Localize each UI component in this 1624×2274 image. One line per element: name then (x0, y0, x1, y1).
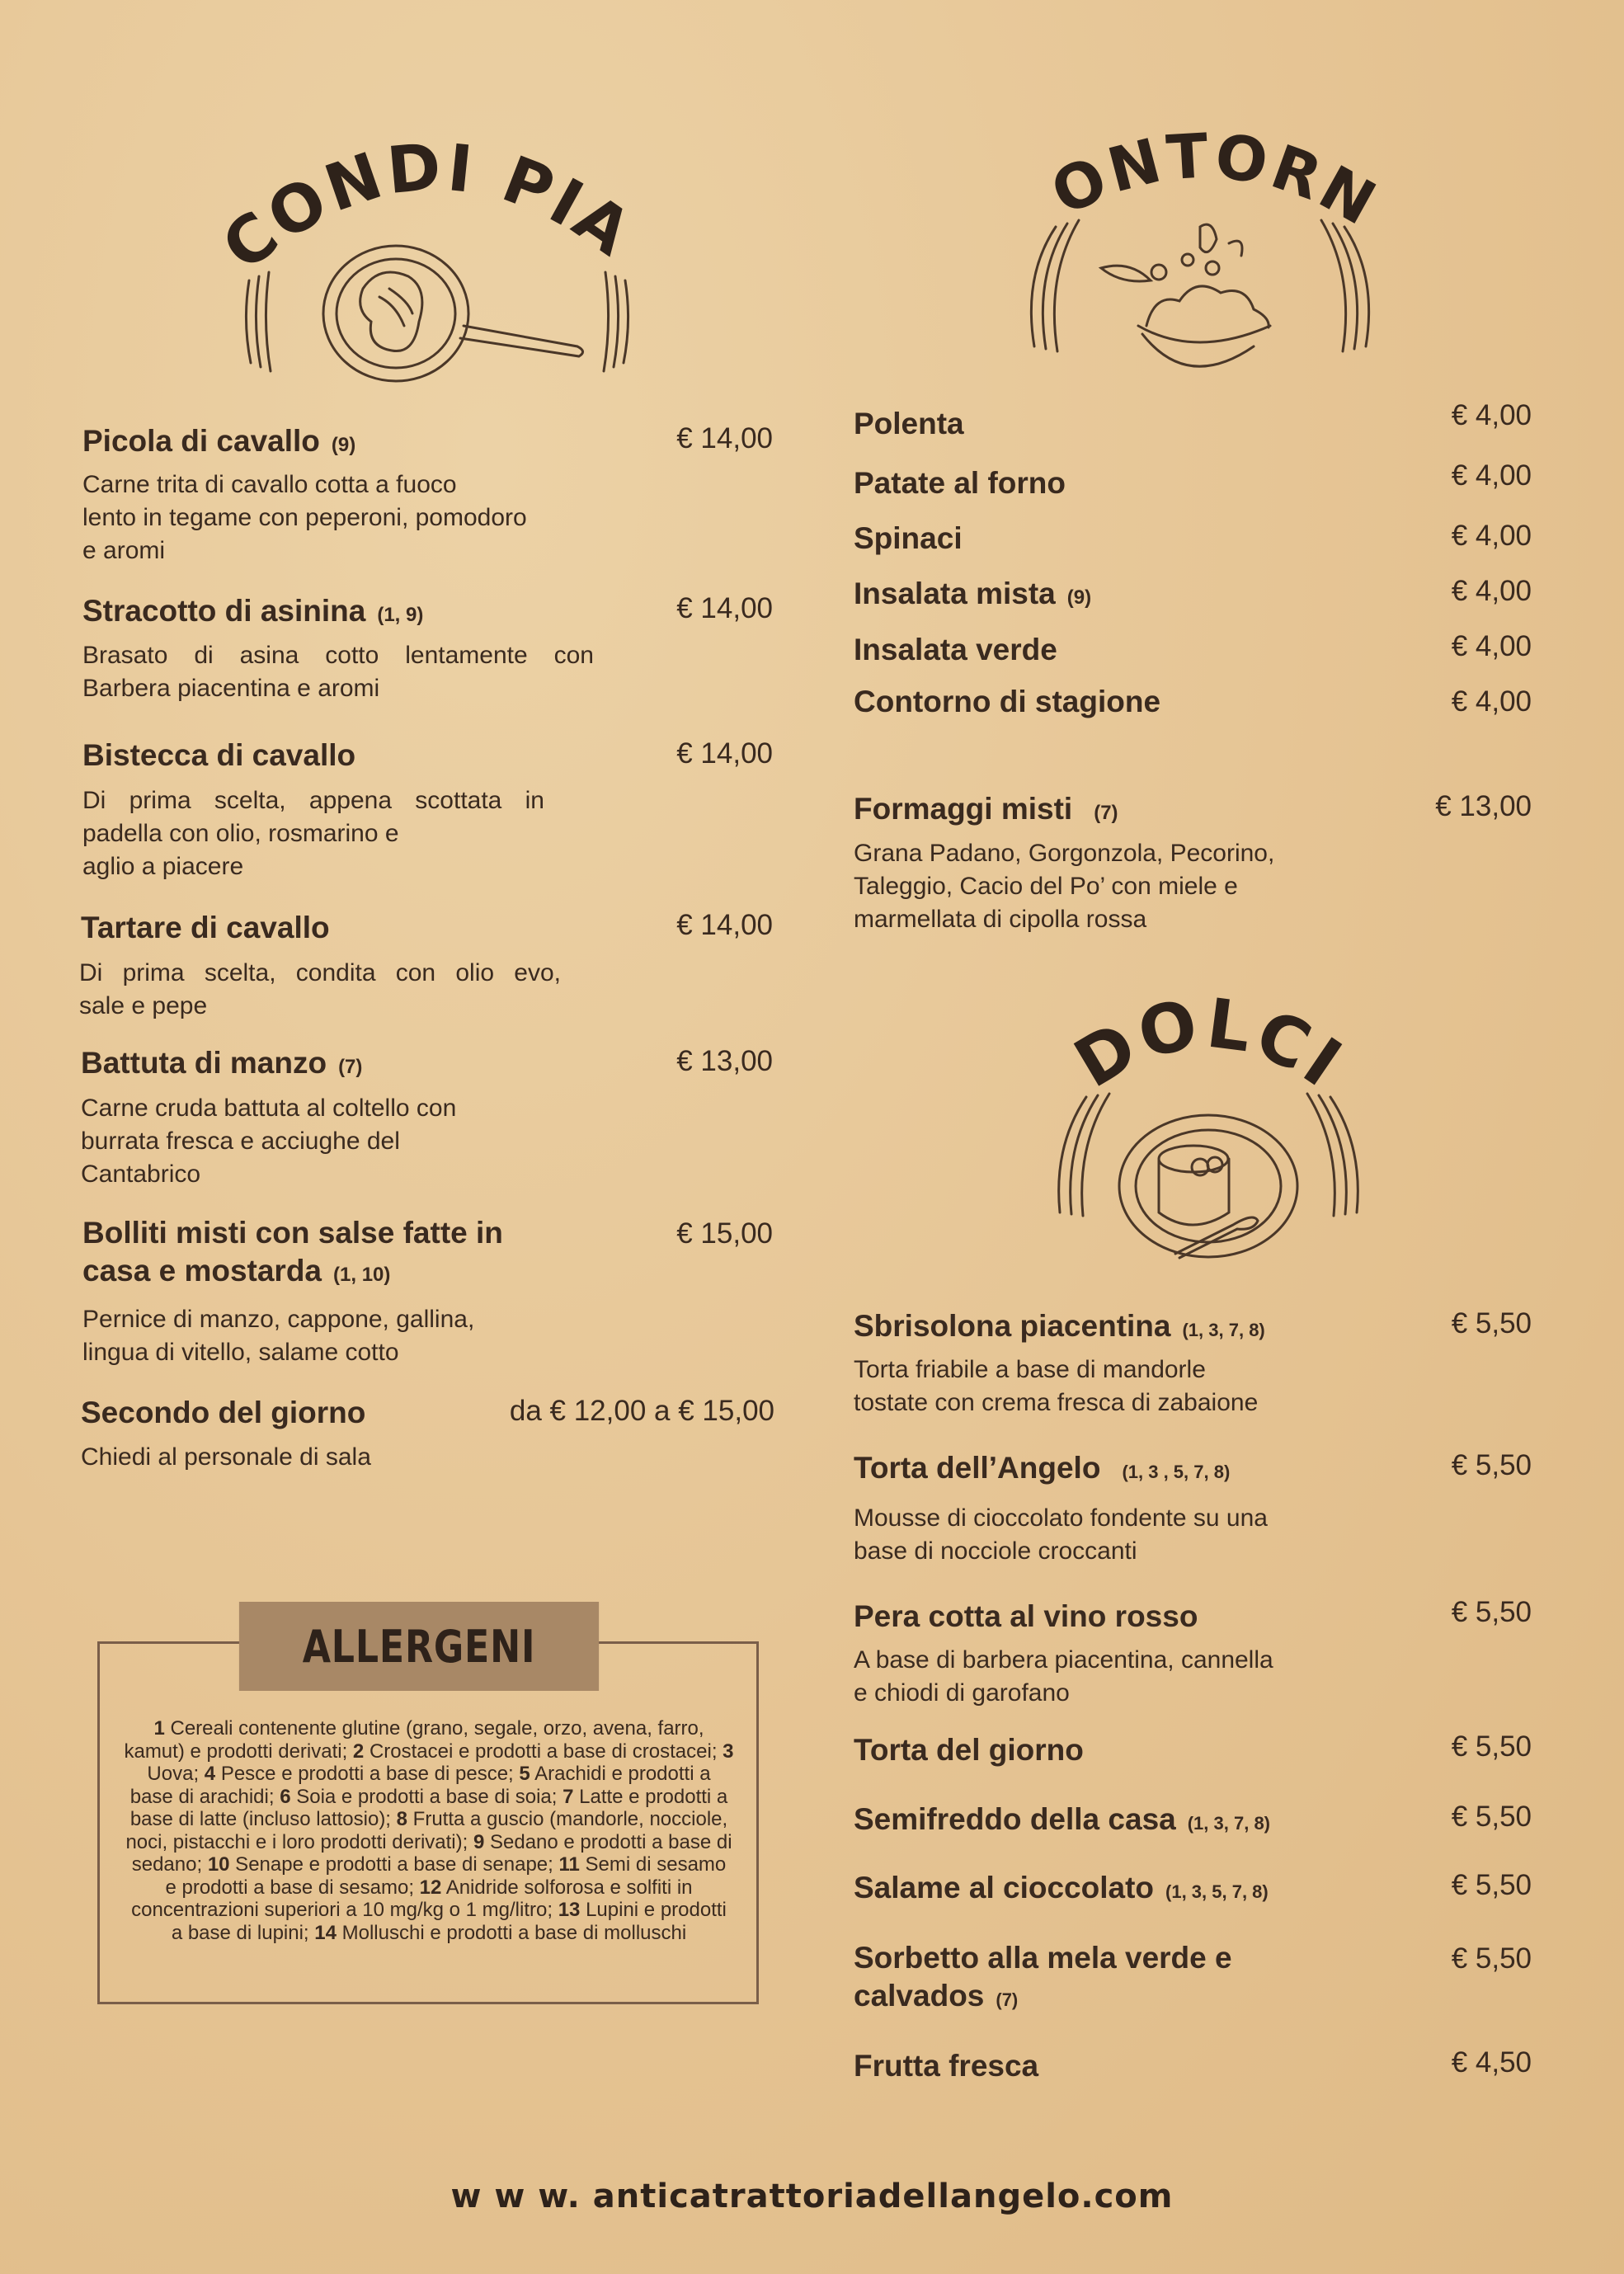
allergen-text: Semi di sesamo e prodotti a base di sesamo; (165, 1853, 727, 1899)
desc-line: Barbera piacentina e aromi (82, 675, 380, 702)
dolce-torta-giorno-price: € 5,50 (1451, 1730, 1532, 1763)
menu-item-bolliti-price: € 15,00 (676, 1217, 773, 1250)
menu-item-tartare-name: Tartare di cavallo (81, 911, 330, 944)
contorni-title-text: CONTORNI (1014, 59, 1390, 241)
formaggi-misti-name: Formaggi misti (7) (854, 792, 1118, 826)
contorno-insalata-verde-name: Insalata verde (854, 633, 1057, 666)
salad-bowl-icon (1006, 202, 1394, 392)
dolce-sorbetto-price: € 5,50 (1451, 1942, 1532, 1975)
allergen-text: Frutta a guscio (mandorle, nocciole, noci, pistacchi e i loro prodotti derivati); (125, 1808, 728, 1853)
contorno-polenta-name: Polenta (854, 407, 964, 440)
menu-item-bistecca-desc (82, 784, 544, 883)
allergen-number: 1 (153, 1717, 165, 1740)
allergen-number: 3 (723, 1740, 734, 1763)
dolce-semifreddo-name: Semifreddo della casa (1, 3, 7, 8) (854, 1802, 1271, 1836)
allergen-number: 8 (396, 1808, 407, 1830)
allergen-text: Latte e prodotti a base di latte (incluso lattosio); (129, 1785, 728, 1830)
menu-item-battuta-desc (81, 1092, 456, 1191)
allergen-number: 10 (207, 1853, 230, 1876)
allergen-text: Arachidi e prodotti a base di arachidi; (129, 1763, 711, 1808)
dolce-salame-name: Salame al cioccolato (1, 3, 5, 7, 8) (854, 1871, 1269, 1904)
allergen-codes: (7) (996, 1989, 1019, 2010)
menu-item-stracotto-desc (82, 639, 594, 705)
dolce-torta-angelo-desc (854, 1502, 1268, 1568)
secondi-title-text: SECONDI PIATTI (189, 57, 643, 285)
allergen-text: Uova; (147, 1763, 205, 1785)
allergen-number: 11 (558, 1853, 580, 1876)
contorno-stagione-price: € 4,00 (1451, 685, 1532, 718)
desc-line: Carne cruda battuta al coltello con (81, 1095, 457, 1122)
allergen-number: 14 (314, 1921, 337, 1944)
desc-line: Torta friabile a base di mandorle (854, 1356, 1206, 1383)
dolci-heading (1061, 984, 1358, 1105)
desc-line: marmellata di cipolla rossa (854, 906, 1147, 933)
allergen-number: 13 (558, 1899, 581, 1921)
allergen-text: Anidride solforosa e solfiti in concentrazioni superiori a 10 mg/kg o 1 mg/litro; (131, 1876, 693, 1921)
formaggi-misti-desc (854, 837, 1274, 936)
allergeni-list (124, 1717, 734, 1944)
desc-line: padella con olio, rosmarino e (82, 820, 399, 847)
allergen-codes: (1, 3, 7, 8) (1187, 1813, 1271, 1834)
dolce-salame-price: € 5,50 (1451, 1869, 1532, 1901)
desc-line: lingua di vitello, salame cotto (82, 1339, 399, 1366)
menu-item-picola-name: Picola di cavallo (9) (82, 424, 356, 458)
desc-line: Carne trita di cavallo cotta a fuoco (82, 471, 457, 498)
menu-item-battuta-name: Battuta di manzo (7) (81, 1046, 363, 1080)
dolce-sbrisolona-name: Sbrisolona piacentina (1, 3, 7, 8) (854, 1309, 1265, 1343)
allergen-text: Senape e prodotti a base di senape; (229, 1853, 559, 1876)
allergen-codes: (1, 9) (377, 604, 424, 626)
desc-line: burrata fresca e acciughe del (81, 1128, 400, 1155)
dessert-plate-icon (1035, 1089, 1382, 1270)
allergen-codes: (7) (338, 1056, 363, 1078)
desc-line: Pernice di manzo, cappone, gallina, (82, 1306, 475, 1333)
menu-item-battuta-price: € 13,00 (676, 1045, 773, 1077)
menu-item-bistecca-price: € 14,00 (676, 737, 773, 770)
allergen-text: Cereali contenente glutine (grano, segale, orzo, avena, farro, kamut) e prodotti derivati; (124, 1717, 704, 1763)
dolce-pera-price: € 5,50 (1451, 1596, 1532, 1628)
allergen-codes: (9) (331, 434, 356, 456)
contorno-polenta-price: € 4,00 (1451, 399, 1532, 431)
dolce-sbrisolona-desc (854, 1354, 1258, 1419)
contorno-insalata-mista-name: Insalata mista (9) (854, 577, 1092, 610)
dolce-torta-angelo-name: Torta dell’Angelo (1, 3 , 5, 7, 8) (854, 1451, 1231, 1485)
desc-line: e aromi (82, 537, 166, 564)
contorno-patate-name: Patate al forno (854, 466, 1066, 500)
desc-line: Taleggio, Cacio del Po’ con miele e (854, 873, 1238, 900)
dolce-frutta-name: Frutta fresca (854, 2049, 1039, 2083)
desc-line: Mousse di cioccolato fondente su una (854, 1504, 1268, 1532)
website-url[interactable]: w w w. anticatrattoriadellangelo.com (450, 2177, 1174, 2215)
allergen-text: Lupini e prodotti a base di lupini; (171, 1899, 727, 1944)
dolce-semifreddo-price: € 5,50 (1451, 1801, 1532, 1833)
allergen-codes: (1, 3, 5, 7, 8) (1165, 1881, 1269, 1902)
dolce-sorbetto-name: Sorbetto alla mela verde e calvados (7) (854, 1941, 1232, 2013)
menu-item-picola-desc (82, 468, 527, 567)
contorno-insalata-mista-price: € 4,00 (1451, 575, 1532, 607)
contorno-insalata-verde-price: € 4,00 (1451, 630, 1532, 662)
contorno-spinaci-name: Spinaci (854, 521, 963, 555)
allergen-text: Soia e prodotti a base di soia; (290, 1785, 563, 1808)
allergen-number: 4 (204, 1763, 216, 1785)
dolce-torta-giorno-name: Torta del giorno (854, 1733, 1084, 1767)
dolce-sbrisolona-price: € 5,50 (1451, 1307, 1532, 1339)
allergen-text: Molluschi e prodotti a base di molluschi (336, 1921, 687, 1944)
menu-item-stracotto-price: € 14,00 (676, 592, 773, 624)
allergeni-title: ALLERGENI (239, 1602, 599, 1691)
menu-item-secondo-giorno-price: da € 12,00 a € 15,00 (509, 1395, 774, 1427)
desc-line: aglio a piacere (82, 853, 244, 880)
menu-item-tartare-price: € 14,00 (676, 909, 773, 941)
desc-line: Brasato di asina cotto lentamente con (82, 642, 594, 669)
contorno-spinaci-price: € 4,00 (1451, 520, 1532, 552)
desc-line: sale e pepe (79, 992, 208, 1019)
pan-icon (239, 231, 635, 388)
menu-item-bistecca-name: Bistecca di cavallo (82, 738, 356, 772)
desc-line: A base di barbera piacentina, cannella (854, 1646, 1273, 1674)
allergen-codes: (9) (1066, 586, 1092, 609)
dolci-title-text: DOLCI (1061, 984, 1358, 1104)
allergen-number: 9 (473, 1830, 485, 1853)
allergen-codes: (7) (1094, 802, 1118, 824)
allergen-text: Crostacei e prodotti a base di crostacei; (364, 1740, 723, 1763)
desc-line: tostate con crema fresca di zabaione (854, 1389, 1259, 1416)
contorno-stagione-name: Contorno di stagione (854, 685, 1161, 718)
allergen-number: 7 (563, 1785, 574, 1808)
dolce-pera-name: Pera cotta al vino rosso (854, 1599, 1198, 1633)
dolce-pera-desc (854, 1644, 1273, 1710)
desc-line: Di prima scelta, appena scottata in (82, 787, 544, 814)
desc-line: Cantabrico (81, 1161, 201, 1188)
dolce-frutta-price: € 4,50 (1451, 2046, 1532, 2079)
allergen-number: 2 (352, 1740, 365, 1763)
desc-line: base di nocciole croccanti (854, 1537, 1137, 1565)
menu-item-stracotto-name: Stracotto di asinina (1, 9) (82, 594, 424, 628)
menu-item-secondo-giorno-desc: Chiedi al personale di sala (81, 1443, 371, 1471)
formaggi-misti-price: € 13,00 (1435, 790, 1532, 822)
allergen-number: 6 (280, 1785, 291, 1808)
menu-item-tartare-desc (79, 957, 561, 1023)
menu-item-bolliti-name: Bolliti misti con salse fatte in casa e mostarda (1, 10) (82, 1216, 503, 1288)
desc-line: Grana Padano, Gorgonzola, Pecorino, (854, 840, 1275, 867)
desc-line: lento in tegame con peperoni, pomodoro (82, 504, 527, 531)
allergen-codes: (1, 3, 7, 8) (1182, 1320, 1265, 1340)
menu-item-bolliti-desc (82, 1303, 474, 1369)
desc-line: e chiodi di garofano (854, 1679, 1070, 1707)
menu-item-picola-price: € 14,00 (676, 422, 773, 454)
desc-line: Di prima scelta, condita con olio evo, (79, 959, 561, 986)
allergen-number: 5 (519, 1763, 530, 1785)
allergen-codes: (1, 10) (333, 1264, 391, 1286)
allergen-codes: (1, 3 , 5, 7, 8) (1122, 1462, 1231, 1482)
menu-item-secondo-giorno-name: Secondo del giorno (81, 1396, 366, 1429)
allergen-text: Sedano e prodotti a base di sedano; (131, 1830, 732, 1876)
allergen-number: 12 (419, 1876, 442, 1899)
dolce-torta-angelo-price: € 5,50 (1451, 1449, 1532, 1481)
svg-text:DOLCI (1061, 984, 1357, 1104)
allergen-text: Pesce e prodotti a base di pesce; (215, 1763, 520, 1785)
contorno-patate-price: € 4,00 (1451, 459, 1532, 492)
